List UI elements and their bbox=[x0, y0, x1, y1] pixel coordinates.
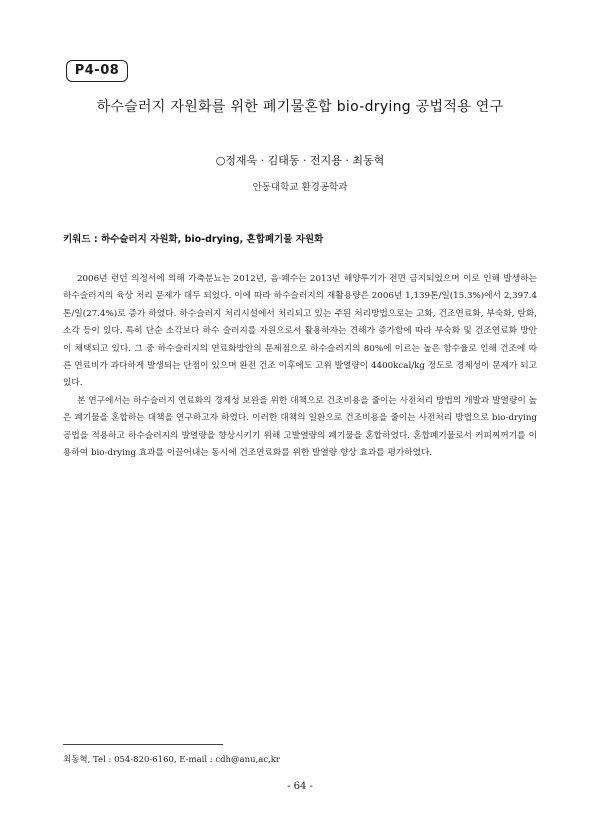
author-list: ○정재욱 · 김태동 · 전지용 · 최동혁 bbox=[215, 154, 385, 167]
affiliation: 안동대학교 환경공학과 bbox=[252, 182, 348, 193]
keywords: 키워드 : 하수슬러지 자원화, bio-drying, 혼합폐기물 자원화 bbox=[63, 234, 324, 245]
paper-title: 하수슬러지 자원화를 위한 폐기물혼합 bio-drying 공법적용 연구 bbox=[96, 99, 504, 115]
corresponding-author-footnote: 최동혁, Tel : 054-820-6160, E-mail : cdh@anu,ac,kr bbox=[63, 755, 280, 765]
abstract-body bbox=[63, 271, 537, 462]
paper-code-label: P4-08 bbox=[66, 60, 128, 82]
footnote-divider bbox=[63, 744, 223, 745]
abstract-paragraph: 본 연구에서는 하수슬러지 연료화의 경제성 보완을 위한 대책으로 건조비용을 줄이는 사전처리 방법의 개발과 발열량이 높은 폐기물을 혼합하는 대책을 연구하고자 하였다. 이러한 대책의 일환으로 건조비용을 줄이는 사전처리 방법으로 bio-drying공법을 적용하고 하수슬러지의 발열량을 향상시키기 위해 고발열량의 폐기물을 혼합하였다. 혼합폐기물로서 커피찌꺼기를 이용하여 bio-drying 효과를 이끌어내는 동시에 건조연료화를 위한 발열량 향상 효과를 평가하였다. bbox=[63, 395, 537, 459]
page-number: - 64 - bbox=[287, 781, 313, 792]
abstract-paragraph: 2006년 런던 의정서에 의해 가축분뇨는 2012년, 음·폐수는 2013년 해양투기가 전면 금지되었으며 이로 인해 발생하는 하수슬러지의 육상 처리 문제가 대두 되었다. 이에 따라 하수슬러지의 재활용량은 2006년 1,139톤/일(15.3%)에서 2,397.4톤/일(27.4%)로 증가 하였다. 하수슬러지 처리시설에서 처리되고 있는 주된 처리방법으로는 고화, 건조연료화, 부숙화, 탄화, 소각 등이 있다. 특히 단순 소각보다 하수 슬러지를 자원으로서 활용하자는 견해가 증가함에 따라 부숙화 및 건조연료화 방안이 채택되고 있다. 그 중 하수슬러지의 연료화방안의 문제점으로 하수슬러지의 80%에 이르는 높은 함수율로 인해 건조에 따른 연료비가 과다하게 발생되는 단점이 있으며 완전 건조 이후에도 고위 발열량이 4400kcal/kg 정도로 경제성이 문제가 되고 있다. bbox=[63, 274, 537, 389]
